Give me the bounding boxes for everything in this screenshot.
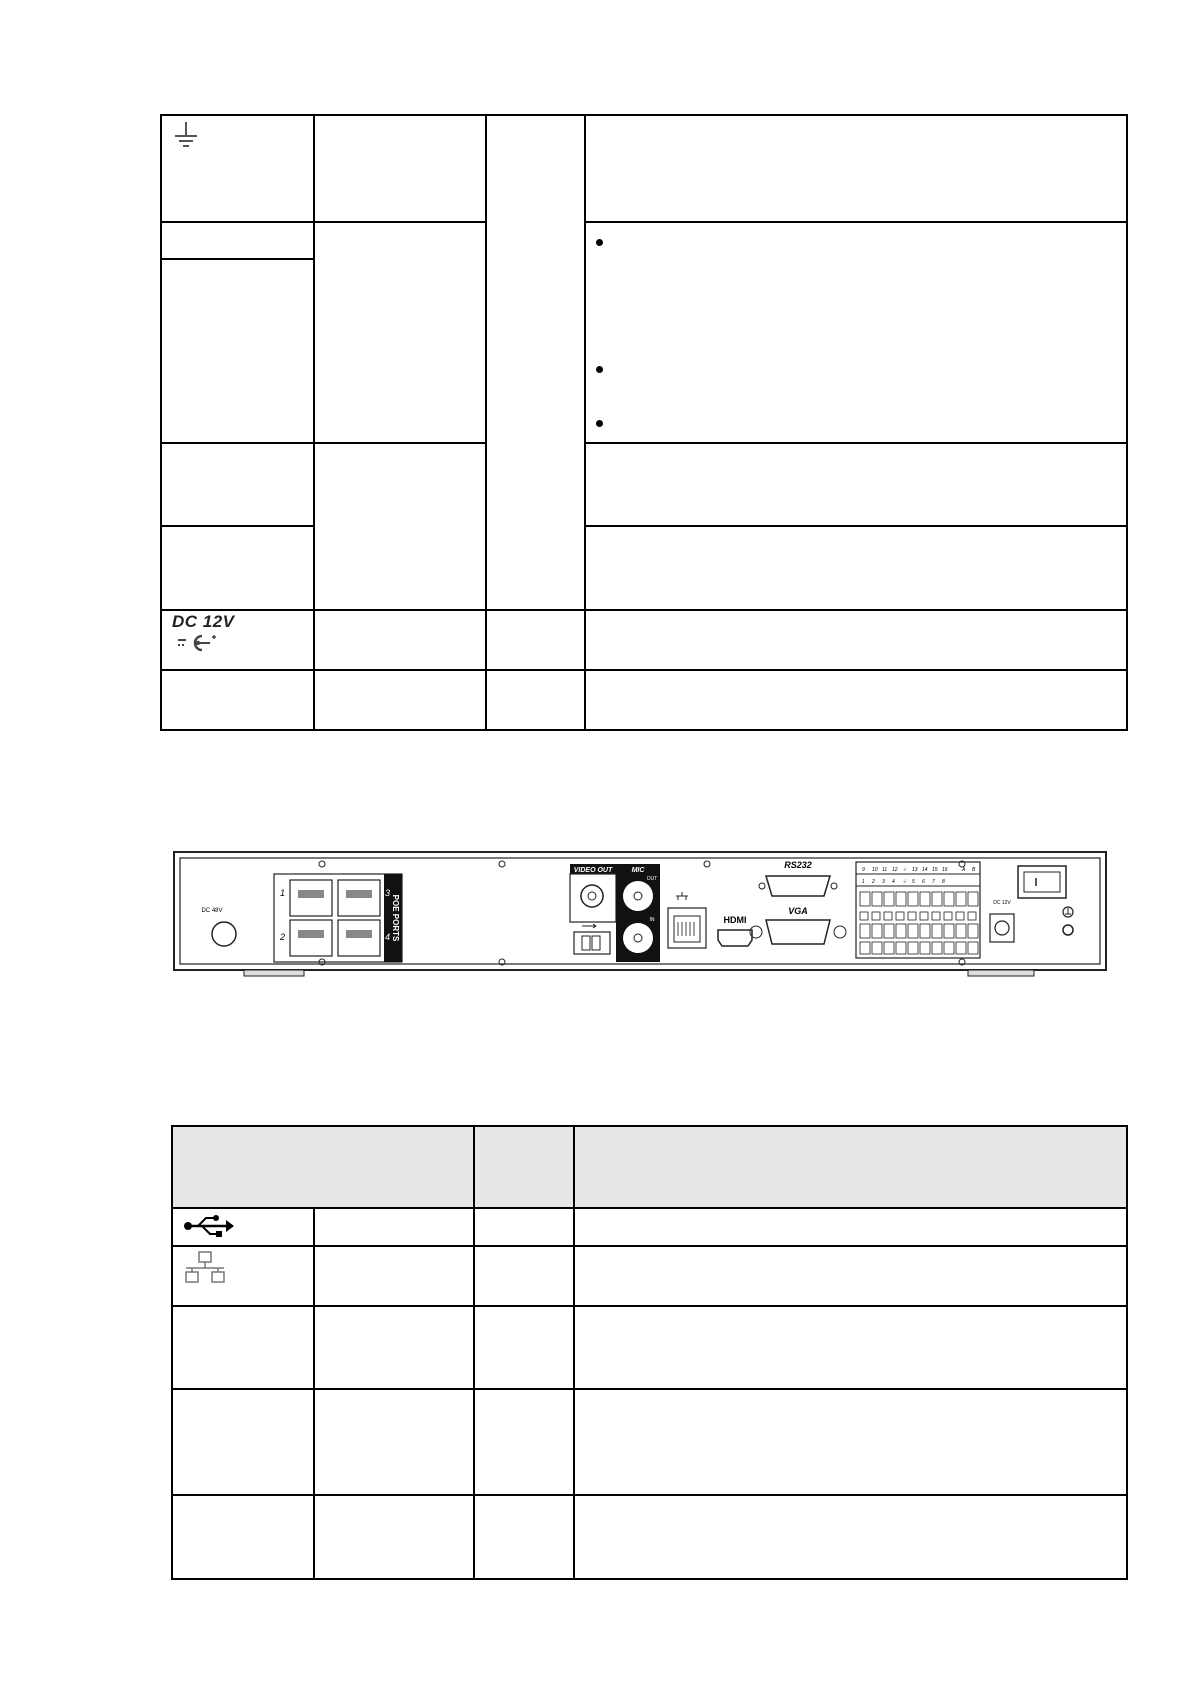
alarm-terminal-number: 13 [912, 867, 918, 873]
alarm-terminal-number: 16 [942, 867, 948, 873]
poe-port-number: 1 [280, 888, 286, 898]
poe-port-number: 4 [385, 932, 391, 942]
dc12v-out-label: DC 12V [993, 900, 1011, 906]
dc-12v-label: DC 12V [172, 612, 235, 631]
alarm-terminal-number: 1 [862, 879, 865, 885]
alarm-terminal-number: 14 [922, 867, 928, 873]
alarm-terminal-number: ⏚ [902, 879, 908, 885]
alarm-terminal-number: 4 [892, 879, 895, 885]
alarm-terminal-number: 8 [942, 879, 945, 885]
alarm-terminal-number: 9 [862, 867, 865, 873]
alarm-terminal-number: 7 [932, 879, 935, 885]
rs485-terminal-label: B [972, 867, 976, 873]
alarm-terminal-number: 11 [882, 867, 888, 873]
poe-port-number: 3 [385, 888, 391, 898]
alarm-terminal-number: ⏚ [902, 867, 908, 873]
mic-label: MIC [631, 867, 645, 874]
alarm-terminal-number: 5 [912, 879, 915, 885]
network-icon [182, 1250, 228, 1286]
alarm-terminal-number: 6 [922, 879, 925, 885]
bullet-marker [596, 420, 603, 427]
alarm-terminal-number: 2 [872, 879, 875, 885]
rear-panel-diagram [172, 850, 1112, 990]
usb-icon [182, 1214, 236, 1238]
table-header-row [172, 1126, 1126, 1208]
ground-icon [172, 120, 200, 152]
bullet-marker [596, 239, 603, 246]
alarm-terminal-number: 3 [882, 879, 885, 885]
vga-label: VGA [788, 906, 808, 916]
hdmi-label: HDMI [723, 915, 747, 925]
mic-out-label: OUT [646, 876, 658, 882]
alarm-terminal-number: 12 [892, 867, 898, 873]
alarm-terminal-number: 10 [872, 867, 878, 873]
video-out-label: VIDEO OUT [573, 867, 613, 874]
mic-in-label: IN [649, 917, 655, 923]
dc-polarity-icon [176, 632, 222, 654]
poe-port-number: 2 [280, 932, 286, 942]
dc48v-label: DC 48V [201, 908, 223, 914]
rs485-terminal-label: A [962, 867, 966, 873]
bullet-marker [596, 366, 603, 373]
poe-ports-label: POE PORTS [391, 894, 400, 942]
rs232-label: RS232 [784, 860, 812, 870]
alarm-terminal-number: 15 [932, 867, 938, 873]
